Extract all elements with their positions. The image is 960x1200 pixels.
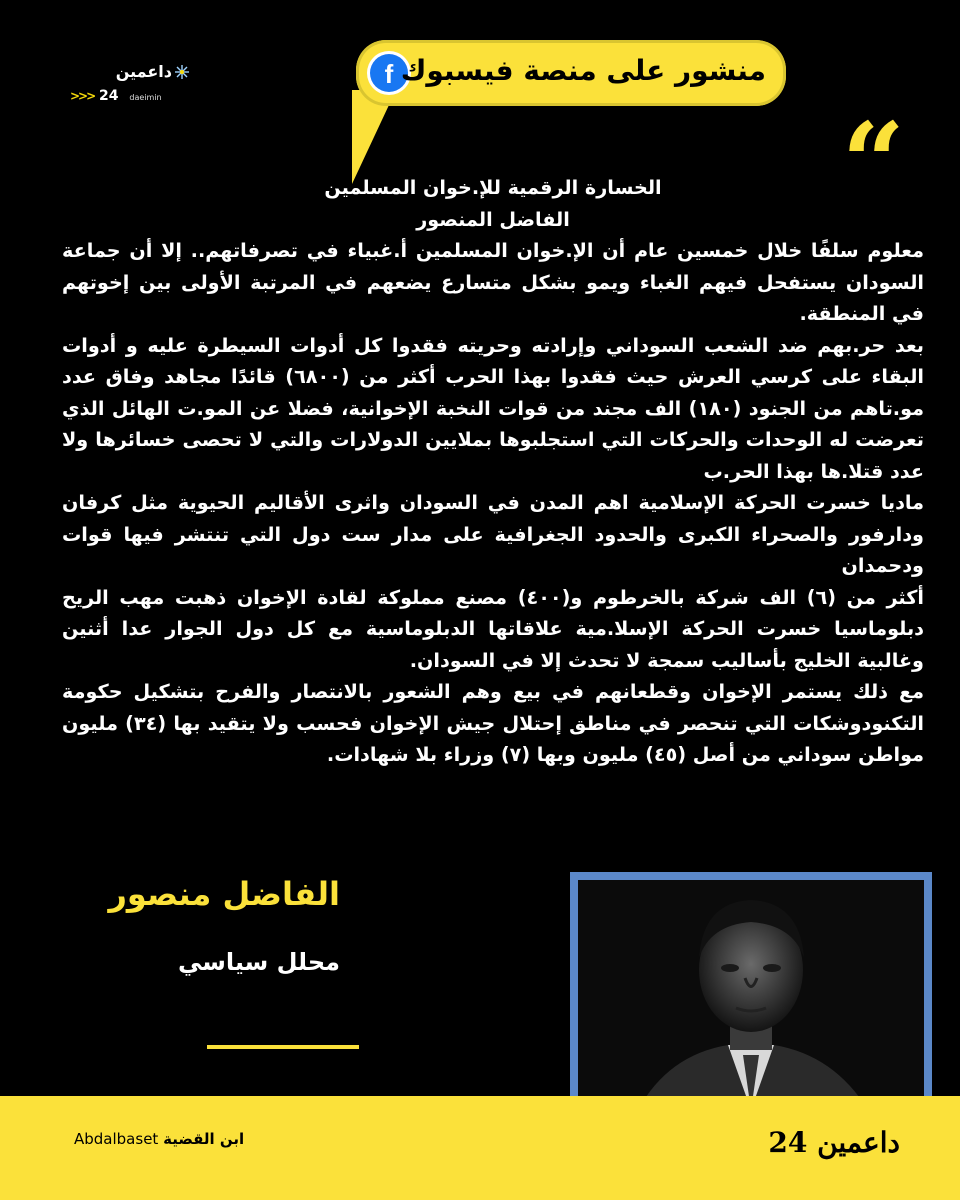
article-paragraph-2: بعد حر.بهم ضد الشعب السوداني وإرادته وحريته فقدوا كل أدوات السيطرة عليه و أدوات البقاء على كرسي العرش حيث فقدوا بهذا الحرب أكثر من (٦٨٠٠) قائدًا مجاهد وفاق عدد مو.تاهم من الجنود (١٨٠) الف مجند من قوات النخبة الإخوانية، فضلا عن المو.ت الهائل الذي تعرضت له الوحدات والحركات التي استجلبوها بملايين الدولارات والتي لا تحصى خسائرها ولا عدد قتلا.ها بهذا الحر.ب bbox=[62, 333, 925, 483]
logo-chevrons: >>> bbox=[70, 89, 95, 103]
article-paragraph-4: أكثر من (٦) الف شركة بالخرطوم و(٤٠٠) مصنع مملوكة لقادة الإخوان ذهبت مهب الريح دبلوماسيا خسرت الحركة الإسلا.مية علاقاتها الدبلوماسية مع كل دول الجوار عدا أثنين وغالبية الخليج بأساليب سمجة لا تحدث إلا في السودان. bbox=[62, 585, 924, 672]
credit-name-ar: ابن القضية bbox=[163, 1130, 245, 1148]
sparkle-icon bbox=[174, 64, 190, 80]
article-paragraph-1: معلوم سلفًا خلال خمسين عام أن الإ.خوان المسلمين أ.غبياء في تصرفاتهم.. إلا أن جماعة السودان يستفحل فيهم الغباء ويمو بشكل متسارع يضعهم في المرتبة الأولى بين إخوتهم في المنطقة. bbox=[62, 239, 924, 325]
brand-logo bbox=[70, 58, 190, 108]
article-paragraph-3: ماديا خسرت الحركة الإسلامية اهم المدن في السودان واثرى الأقاليم الحيوية مثل كرفان ودارفور والصحراء الكبرى والحدود الجغرافية على مدار ست دول التي تنتشر فيها قوات ودحمدان bbox=[62, 491, 924, 577]
author-photo bbox=[570, 872, 932, 1110]
author-name: الفاضل منصور bbox=[108, 875, 340, 913]
article-author-line: الفاضل المنصور bbox=[416, 207, 570, 231]
portrait-image bbox=[578, 880, 924, 1110]
footer-bar bbox=[0, 1096, 960, 1200]
logo-number: 24 bbox=[99, 88, 119, 104]
header-bubble bbox=[356, 40, 786, 106]
logo-name: داعمين bbox=[115, 62, 172, 81]
footer-brand: داعمين 24 bbox=[768, 1126, 900, 1159]
author-role: محلل سياسي bbox=[177, 948, 340, 976]
credit-name-en: Abdalbaset bbox=[74, 1130, 159, 1148]
footer-credit bbox=[74, 1130, 244, 1148]
quote-mark-icon: “ bbox=[841, 98, 905, 227]
logo-small-text: daeimin bbox=[129, 93, 162, 102]
article-paragraph-5: مع ذلك يستمر الإخوان وقطعانهم في بيع وهم الشعور بالانتصار والفرح بتشكيل حكومة التكنودوشكات التي تنحصر في مناطق إحتلال جيش الإخوان فحسب ولا يتقيد بها (٣٤) مليون مواطن سوداني من أصل (٤٥) مليون وبها (٧) وزراء بلا شهادات. bbox=[62, 680, 924, 766]
logo-subline bbox=[70, 88, 162, 104]
facebook-icon: f bbox=[370, 54, 408, 92]
article-title: الخسارة الرقمية للإ.خوان المسلمين bbox=[324, 176, 662, 199]
article-body bbox=[62, 172, 924, 771]
author-underline bbox=[207, 1045, 359, 1049]
header-title: منشور على منصة فيسبوك bbox=[400, 54, 766, 87]
